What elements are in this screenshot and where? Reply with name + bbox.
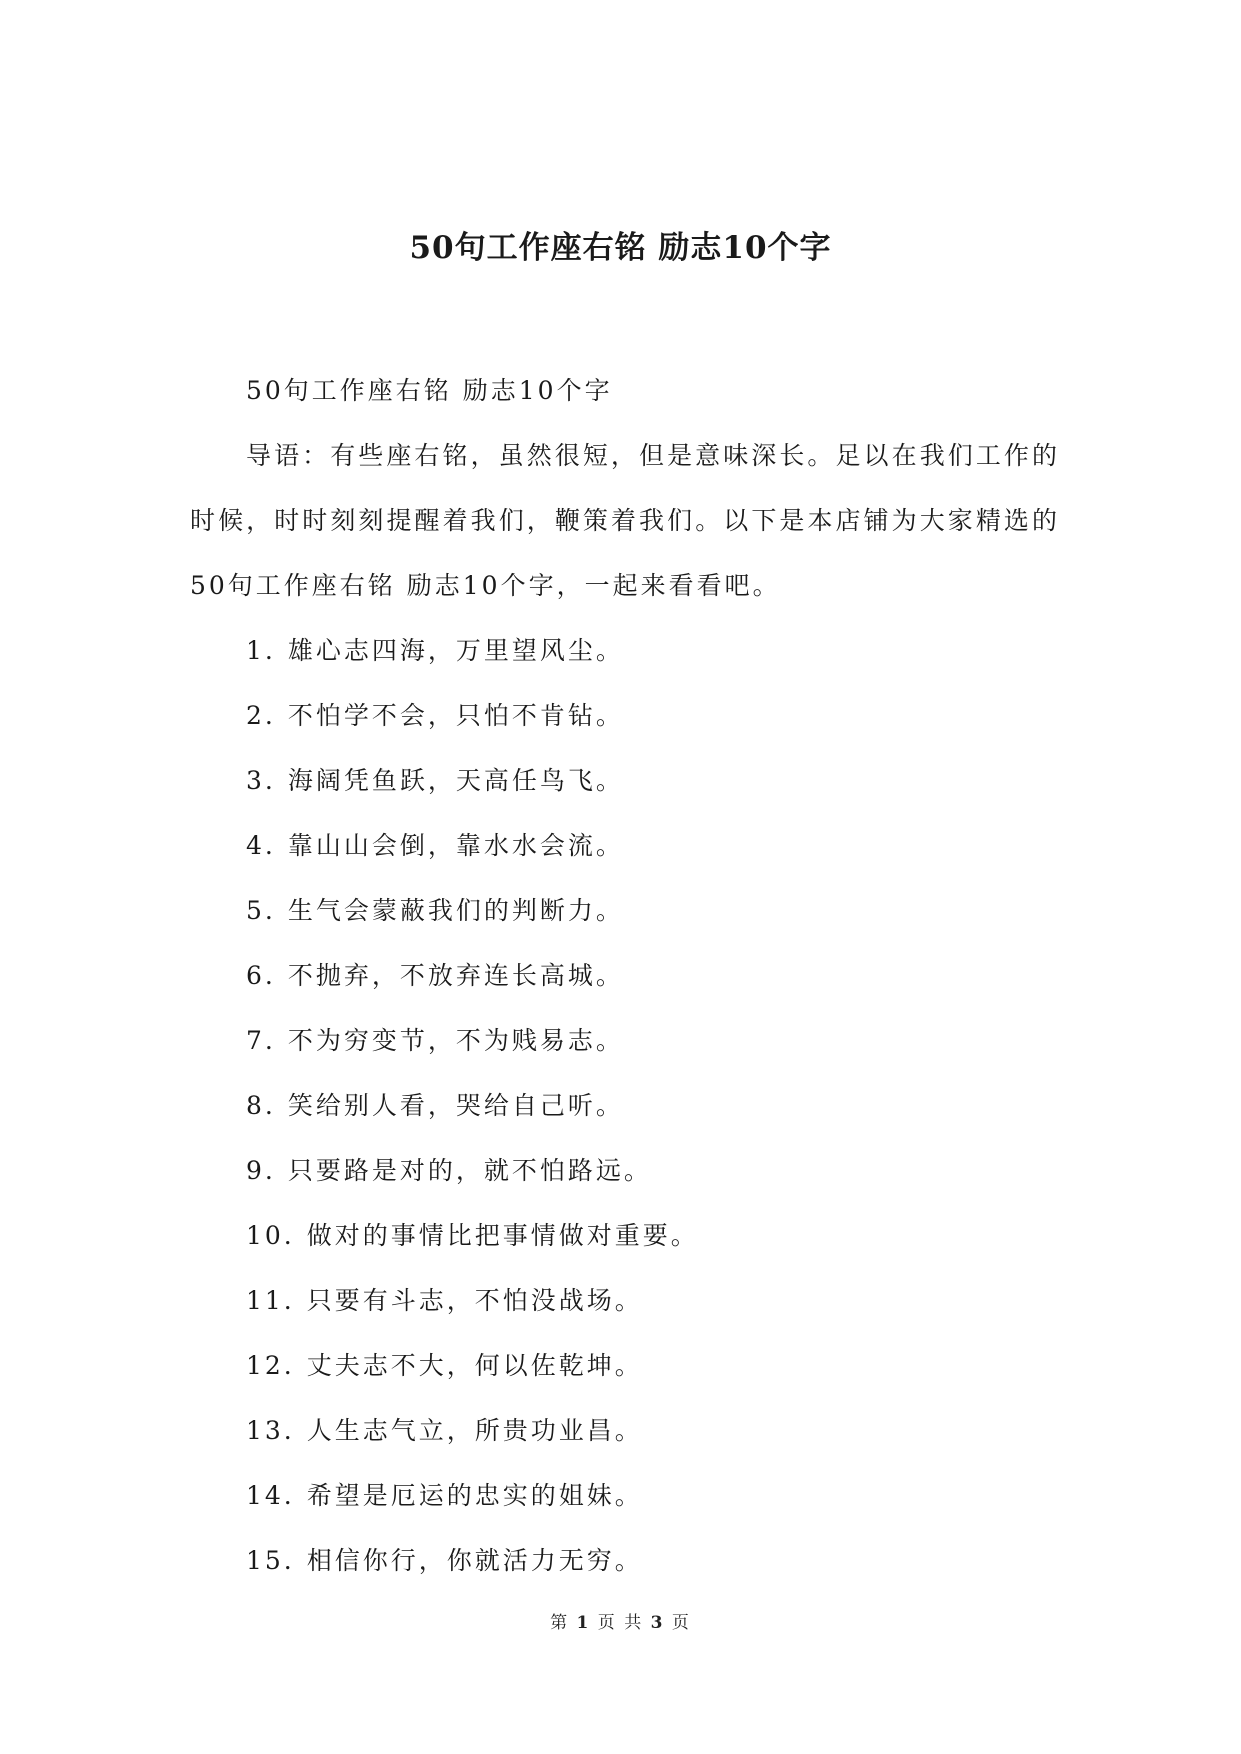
item-text: 生气会蒙蔽我们的判断力。 <box>287 896 624 925</box>
item-text: 雄心志四海，万里望风尘。 <box>287 636 624 665</box>
item-text: 人生志气立，所贵功业昌。 <box>306 1416 643 1445</box>
list-item <box>190 1398 1060 1463</box>
item-number: 3. <box>246 766 276 795</box>
item-number: 5. <box>246 896 276 925</box>
item-number: 6. <box>246 961 276 990</box>
item-number: 7. <box>246 1026 276 1055</box>
footer-total-pages: 3 <box>650 1613 665 1633</box>
item-text: 不为穷变节，不为贱易志。 <box>287 1026 624 1055</box>
item-number: 8. <box>246 1091 276 1120</box>
item-number: 2. <box>246 701 276 730</box>
list-item <box>190 1528 1060 1593</box>
item-text: 笑给别人看，哭给自己听。 <box>287 1091 624 1120</box>
list-item <box>190 1203 1060 1268</box>
subtitle-paragraph: 50句工作座右铭 励志10个字 <box>246 376 613 405</box>
list-item <box>190 878 1060 943</box>
list-item <box>190 1333 1060 1398</box>
item-number: 13. <box>246 1416 295 1445</box>
item-number: 10. <box>246 1221 295 1250</box>
list-item <box>190 748 1060 813</box>
item-number: 15. <box>246 1546 295 1575</box>
item-text: 只要路是对的，就不怕路远。 <box>287 1156 652 1185</box>
item-text: 希望是厄运的忠实的姐妹。 <box>306 1481 643 1510</box>
item-text: 相信你行，你就活力无穷。 <box>306 1546 643 1575</box>
item-text: 丈夫志不大，何以佐乾坤。 <box>306 1351 643 1380</box>
footer-prefix: 第 <box>550 1613 570 1633</box>
footer-suffix: 页 <box>671 1613 691 1633</box>
list-item <box>190 1463 1060 1528</box>
list-item <box>190 1008 1060 1073</box>
list-item <box>190 618 1060 683</box>
document-body <box>190 358 1060 1593</box>
intro-paragraph: 导语：有些座右铭，虽然很短，但是意味深长。足以在我们工作的时候，时时刻刻提醒着我们，鞭策着我们。以下是本店铺为大家精选的50句工作座右铭 励志10个字，一起来看看吧。 <box>190 441 1060 600</box>
footer-current-page: 1 <box>576 1613 591 1633</box>
item-number: 14. <box>246 1481 295 1510</box>
item-number: 9. <box>246 1156 276 1185</box>
list-item <box>190 1268 1060 1333</box>
list-item <box>190 1138 1060 1203</box>
item-text: 靠山山会倒，靠水水会流。 <box>287 831 624 860</box>
page-footer <box>0 1608 1241 1633</box>
item-text: 做对的事情比把事情做对重要。 <box>306 1221 699 1250</box>
list-item <box>190 1073 1060 1138</box>
list-item <box>190 683 1060 748</box>
motto-list <box>190 618 1060 1593</box>
item-text: 海阔凭鱼跃，天高任鸟飞。 <box>287 766 624 795</box>
item-number: 1. <box>246 636 276 665</box>
item-number: 4. <box>246 831 276 860</box>
footer-middle: 页 共 <box>597 1613 644 1633</box>
list-item <box>190 813 1060 878</box>
list-item <box>190 943 1060 1008</box>
item-text: 只要有斗志，不怕没战场。 <box>306 1286 643 1315</box>
item-number: 11. <box>246 1286 295 1315</box>
page-title: 50句工作座右铭 励志10个字 <box>409 230 832 266</box>
item-text: 不怕学不会，只怕不肯钻。 <box>287 701 624 730</box>
item-number: 12. <box>246 1351 295 1380</box>
item-text: 不抛弃，不放弃连长高城。 <box>287 961 624 990</box>
